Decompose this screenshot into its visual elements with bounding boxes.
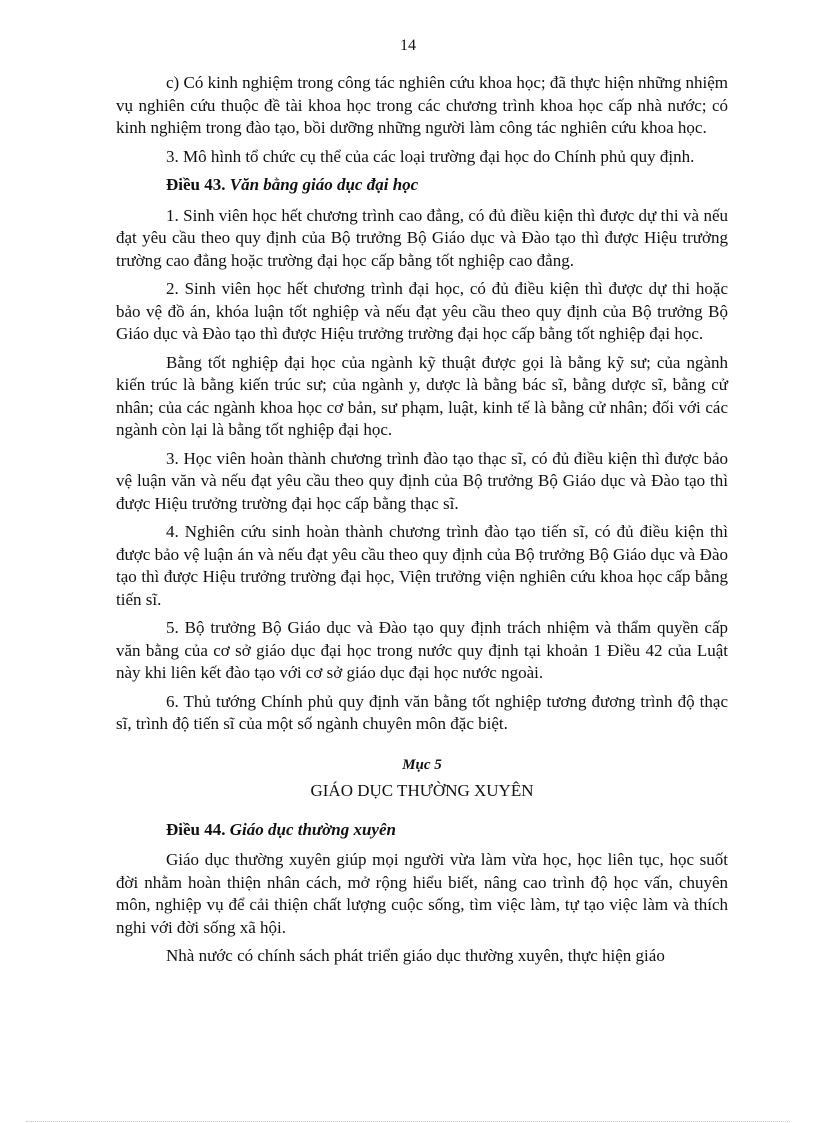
section-title: GIÁO DỤC THƯỜNG XUYÊN bbox=[310, 781, 534, 800]
article-43-heading bbox=[116, 174, 728, 197]
page-number: 14 bbox=[400, 37, 416, 54]
article-43-clause-1: 1. Sinh viên học hết chương trình cao đẳng, có đủ điều kiện thì được dự thi và nếu đạt yêu cầu theo quy định của Bộ trưởng Bộ Giáo dục và Đào tạo thì được Hiệu trưởng trường cao đẳng hoặc trường đại học cấp bằng tốt nghiệp cao đẳng. bbox=[116, 205, 728, 270]
article-44-title: Giáo dục thường xuyên bbox=[229, 819, 396, 839]
article-43-clause-3: 3. Học viên hoàn thành chương trình đào tạo thạc sĩ, có đủ điều kiện thì được bảo vệ luận văn và nếu đạt yêu cầu theo quy định của Bộ trưởng Bộ Giáo dục và Đào tạo thì được Hiệu trưởng trường đại học cấp bằng thạc sĩ. bbox=[116, 448, 728, 513]
article-43-clause-4: 4. Nghiên cứu sinh hoàn thành chương trình đào tạo tiến sĩ, có đủ điều kiện thì được bảo vệ luận án và nếu đạt yêu cầu theo quy định của Bộ trưởng Bộ Giáo dục và Đào tạo thì được Hiệu trưởng trường đại học, Viện trưởng viện nghiên cứu khoa học cấp bằng tiến sĩ. bbox=[116, 522, 728, 609]
article-44-heading bbox=[116, 819, 728, 842]
article-44-label: Điều 44. bbox=[166, 819, 226, 839]
section-label: Mục 5 bbox=[402, 756, 442, 773]
article-44-paragraph-1: Giáo dục thường xuyên giúp mọi người vừa làm vừa học, học liên tục, học suốt đời nhằm hoàn thiện nhân cách, mở rộng hiểu biết, nâng cao trình độ học vấn, chuyên môn, nghiệp vụ để cải thiện chất lượng cuộc sống, tìm việc làm, tự tạo việc làm và thích nghi với đời sống xã hội. bbox=[116, 850, 728, 937]
article-43-title: Văn bằng giáo dục đại học bbox=[229, 175, 419, 194]
article-43-label: Điều 43. bbox=[166, 175, 226, 194]
article-44-paragraph-2: Nhà nước có chính sách phát triển giáo dục thường xuyên, thực hiện giáo bbox=[166, 946, 665, 965]
document-body bbox=[116, 72, 728, 974]
article-43-clause-2-degrees: Bằng tốt nghiệp đại học của ngành kỹ thuật được gọi là bằng kỹ sư; của ngành kiến trúc là bằng kiến trúc sư; của ngành y, dược là bằng bác sĩ, bằng dược sĩ, bằng cử nhân; của các ngành khoa học cơ bản, sư phạm, luật, kinh tế là bằng cử nhân; đối với các ngành còn lại là bằng tốt nghiệp đại học. bbox=[116, 352, 728, 439]
page-bottom-divider bbox=[26, 1121, 790, 1122]
paragraph-3-organization-model: 3. Mô hình tổ chức cụ thể của các loại trường đại học do Chính phủ quy định. bbox=[166, 146, 695, 166]
article-43-clause-2: 2. Sinh viên học hết chương trình đại học, có đủ điều kiện thì được dự thi hoặc bảo vệ đồ án, khóa luận tốt nghiệp và nếu đạt yêu cầu theo quy định của Bộ trưởng Bộ Giáo dục và Đào tạo thì được Hiệu trưởng trường đại học cấp bằng tốt nghiệp đại học. bbox=[116, 279, 728, 343]
article-43-clause-5: 5. Bộ trưởng Bộ Giáo dục và Đào tạo quy định trách nhiệm và thẩm quyền cấp văn bằng của cơ sở giáo dục đại học trong nước quy định tại khoản 1 Điều 42 của Luật này khi liên kết đào tạo với cơ sở giáo dục đại học nước ngoài. bbox=[116, 618, 728, 682]
article-43-clause-6: 6. Thủ tướng Chính phủ quy định văn bằng tốt nghiệp tương đương trình độ thạc sĩ, trình độ tiến sĩ của một số ngành chuyên môn đặc biệt. bbox=[116, 691, 728, 733]
paragraph-c-experience: c) Có kinh nghiệm trong công tác nghiên cứu khoa học; đã thực hiện những nhiệm vụ nghiên cứu thuộc đề tài khoa học trong các chương trình khoa học cấp nhà nước; có kinh nghiệm trong đào tạo, bồi dưỡng những người làm công tác nghiên cứu khoa học. bbox=[116, 73, 728, 137]
